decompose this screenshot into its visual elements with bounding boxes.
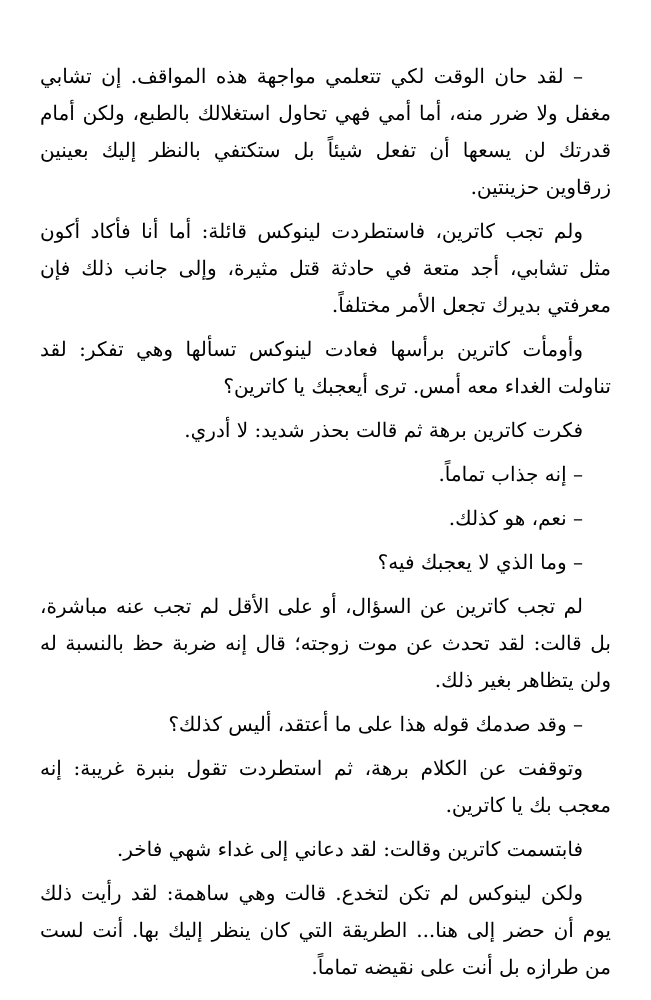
paragraph-8: لم تجب كاترين عن السؤال، أو على الأقل لم تجب عنه مباشرة، بل قالت: لقد تحدث عن موت زوجته؛ قال إنه ضربة حظ بالنسبة له ولن يتظاهر بغير ذلك.: [40, 594, 611, 692]
paragraph-5: – إنه جذاب تماماً.: [438, 462, 583, 486]
paragraph-1: – لقد حان الوقت لكي تتعلمي مواجهة هذه المواقف. إن تشابي مغفل ولا ضرر منه، أما أمي فهي تحاول استغلالك بالطبع، ولكن أمام قدرتك لن يسعها أن تفعل شيئاً بل ستكتفي بالنظر إليك بعينين زرقاوين حزينتين.: [40, 64, 611, 199]
paragraph-9: – وقد صدمك قوله هذا على ما أعتقد، أليس كذلك؟: [168, 712, 583, 736]
paragraph-12: ولكن لينوكس لم تكن لتخدع. قالت وهي ساهمة: لقد رأيت ذلك يوم أن حضر إلى هنا... الطريقة التي كان ينظر إليك بها. أنت لست من طرازه بل أنت على نقيضه تماماً.: [40, 881, 611, 979]
paragraph-10: وتوقفت عن الكلام برهة، ثم استطردت تقول بنبرة غريبة: إنه معجب بك يا كاترين.: [40, 756, 611, 817]
paragraph-4: فكرت كاترين برهة ثم قالت بحذر شديد: لا أدري.: [184, 418, 583, 442]
paragraph-2: ولم تجب كاترين، فاستطردت لينوكس قائلة: أما أنا فأكاد أكون مثل تشابي، أجد متعة في حادثة قتل مثيرة، وإلى جانب ذلك فإن معرفتي بديرك تجعل الأمر مختلفاً.: [40, 219, 611, 317]
paragraph-11: فابتسمت كاترين وقالت: لقد دعاني إلى غداء شهي فاخر.: [116, 837, 583, 861]
paragraph-7: – وما الذي لا يعجبك فيه؟: [377, 550, 583, 574]
paragraph-3: وأومأت كاترين برأسها فعادت لينوكس تسألها وهي تفكر: لقد تناولت الغداء معه أمس. ترى أيعجبك يا كاترين؟: [40, 337, 611, 398]
paragraph-6: – نعم، هو كذلك.: [448, 506, 583, 530]
